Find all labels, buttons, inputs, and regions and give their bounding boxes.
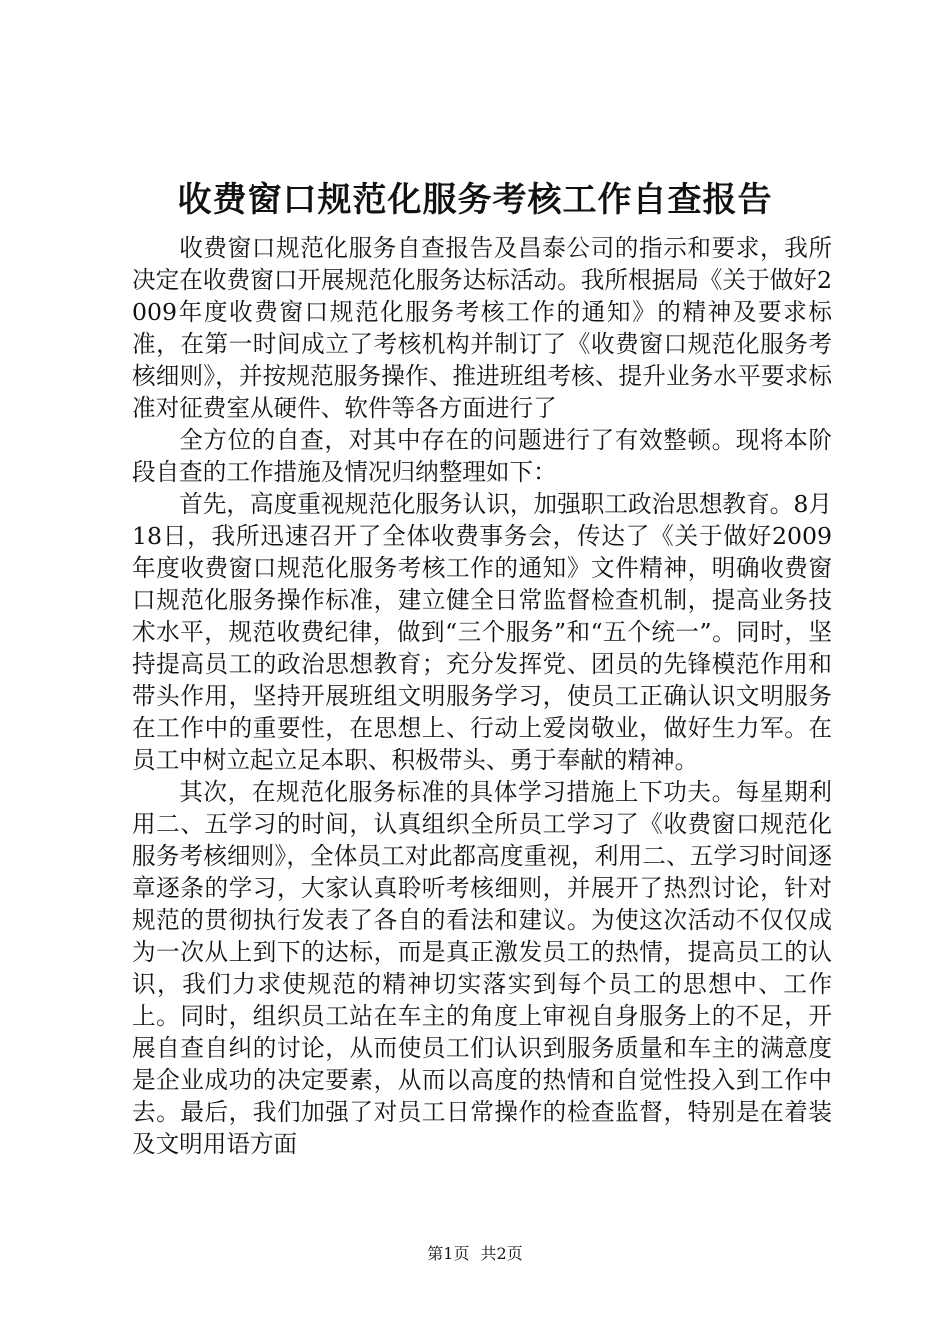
paragraph-intro: 收费窗口规范化服务自查报告及昌泰公司的指示和要求，我所决定在收费窗口开展规范化服务达标活动。我所根据局《关于做好2009年度收费窗口规范化服务考核工作的通知》的精神及要求标准，在第一时间成立了考核机构并制订了《收费窗口规范化服务考核细则》，并按规范服务操作、推进班组考核、提升业务水平要求标准对征费室从硬件、软件等各方面进行了 (132, 234, 832, 422)
paragraph-first: 首先，高度重视规范化服务认识，加强职工政治思想教育。8月18日，我所迅速召开了全体收费事务会，传达了《关于做好2009年度收费窗口规范化服务考核工作的通知》文件精神，明确收费窗口规范化服务操作标准，建立健全日常监督检查机制，提高业务技术水平，规范收费纪律，做到“三个服务”和“五个统一”。同时，坚持提高员工的政治思想教育；充分发挥党、团员的先锋模范作用和带头作用，坚持开展班组文明服务学习，使员工正确认识文明服务在工作中的重要性，在思想上、行动上爱岗敬业，做好生力军。在员工中树立起立足本职、积极带头、勇于奉献的精神。 (132, 490, 832, 774)
page-number: 第1页 (427, 1244, 470, 1263)
paragraph-second: 其次，在规范化服务标准的具体学习措施上下功夫。每星期利用二、五学习的时间，认真组织全所员工学习了《收费窗口规范化服务考核细则》，全体员工对此都高度重视，利用二、五学习时间逐章逐条的学习，大家认真聆听考核细则，并展开了热烈讨论，针对规范的贯彻执行发表了各自的看法和建议。为使这次活动不仅仅成为一次从上到下的达标，而是真正激发员工的热情，提高员工的认识，我们力求使规范的精神切实落实到每个员工的思想中、工作上。同时，组织员工站在车主的角度上审视自身服务上的不足，开展自查自纠的讨论，从而使员工们认识到服务质量和车主的满意度是企业成功的决定要素，从而以高度的热情和自觉性投入到工作中去。最后，我们加强了对员工日常操作的检查监督，特别是在着装及文明用语方面 (132, 778, 832, 1158)
page-total: 共2页 (480, 1244, 523, 1263)
page-footer (0, 1244, 950, 1264)
document-title: 收费窗口规范化服务考核工作自查报告 (177, 180, 773, 220)
document-body (132, 232, 832, 1160)
paragraph-summary: 全方位的自查，对其中存在的问题进行了有效整顿。现将本阶段自查的工作措施及情况归纳整理如下： (132, 426, 832, 486)
